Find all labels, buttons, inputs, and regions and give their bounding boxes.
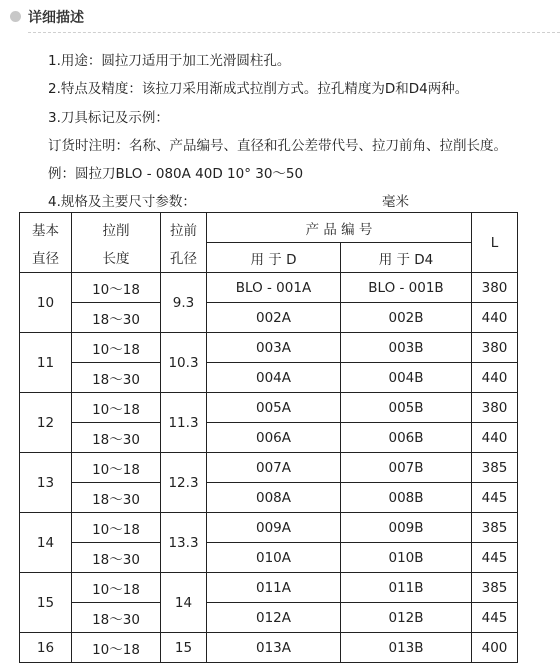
header-length-line1: 拉削 <box>102 222 130 239</box>
l-cell: 440 <box>472 423 518 453</box>
product-d-cell: 007A <box>207 453 341 483</box>
table-row <box>20 573 518 603</box>
length-cell: 10～18 <box>72 393 161 423</box>
header-diameter-line2: 直径 <box>32 250 59 267</box>
l-cell: 385 <box>472 513 518 543</box>
diameter-cell: 15 <box>20 573 72 633</box>
product-d-cell: 002A <box>207 303 341 333</box>
table-row <box>20 303 518 333</box>
pre-hole-cell: 9.3 <box>161 273 207 333</box>
length-cell: 18～30 <box>72 603 161 633</box>
pre-hole-cell: 10.3 <box>161 333 207 393</box>
product-d-cell: 005A <box>207 393 341 423</box>
product-d-cell: 011A <box>207 573 341 603</box>
header-product-no: 产 品 编 号 <box>207 213 472 243</box>
product-d-cell: 009A <box>207 513 341 543</box>
table-row <box>20 333 518 363</box>
diameter-cell: 16 <box>20 633 72 663</box>
spec-table <box>19 212 518 663</box>
length-cell: 18～30 <box>72 423 161 453</box>
diameter-cell: 11 <box>20 333 72 393</box>
l-cell: 380 <box>472 393 518 423</box>
length-cell: 18～30 <box>72 303 161 333</box>
product-d4-cell: 007B <box>341 453 472 483</box>
product-d4-cell: 010B <box>341 543 472 573</box>
l-cell: 445 <box>472 603 518 633</box>
product-d4-cell: 008B <box>341 483 472 513</box>
header-diameter-line1: 基本 <box>32 222 59 239</box>
l-cell: 380 <box>472 273 518 303</box>
dashed-divider <box>28 32 560 33</box>
header-for-d: 用 于 D <box>207 243 341 273</box>
l-cell: 445 <box>472 483 518 513</box>
l-cell: 445 <box>472 543 518 573</box>
diameter-cell: 13 <box>20 453 72 513</box>
table-row <box>20 543 518 573</box>
example-line: 例：圆拉刀BLO - 080A 40D 10° 30～50 <box>48 166 304 182</box>
table-row <box>20 633 518 663</box>
order-note-line: 订货时注明：名称、产品编号、直径和孔公差带代号、拉刀前角、拉削长度。 <box>48 138 507 154</box>
product-d-cell: 012A <box>207 603 341 633</box>
pre-hole-cell: 12.3 <box>161 453 207 513</box>
table-row <box>20 393 518 423</box>
section-header <box>0 0 560 34</box>
l-cell: 385 <box>472 573 518 603</box>
product-d-cell: 008A <box>207 483 341 513</box>
product-d4-cell: 013B <box>341 633 472 663</box>
product-d-cell: 006A <box>207 423 341 453</box>
spec-heading: 4.规格及主要尺寸参数： <box>48 194 196 210</box>
bullet-icon <box>10 11 21 22</box>
product-d-cell: 004A <box>207 363 341 393</box>
product-d-cell: 013A <box>207 633 341 663</box>
length-cell: 10～18 <box>72 273 161 303</box>
pre-hole-cell: 11.3 <box>161 393 207 453</box>
l-cell: 440 <box>472 303 518 333</box>
length-cell: 10～18 <box>72 573 161 603</box>
marking-heading: 3.刀具标记及示例： <box>48 110 169 126</box>
length-cell: 18～30 <box>72 363 161 393</box>
pre-hole-cell: 13.3 <box>161 513 207 573</box>
table-row <box>20 423 518 453</box>
header-prehole-line1: 拉前 <box>170 222 197 239</box>
header-pre-hole <box>161 213 207 273</box>
product-d4-cell: 003B <box>341 333 472 363</box>
unit-label: 毫米 <box>382 194 409 210</box>
table-row <box>20 603 518 633</box>
l-cell: 385 <box>472 453 518 483</box>
length-cell: 18～30 <box>72 543 161 573</box>
product-d4-cell: 006B <box>341 423 472 453</box>
header-for-d4: 用 于 D4 <box>341 243 472 273</box>
diameter-cell: 14 <box>20 513 72 573</box>
length-cell: 10～18 <box>72 453 161 483</box>
product-d-cell: 010A <box>207 543 341 573</box>
diameter-cell: 12 <box>20 393 72 453</box>
table-row <box>20 483 518 513</box>
features-line: 2.特点及精度：该拉刀采用渐成式拉削方式。拉孔精度为D和D4两种。 <box>48 81 469 97</box>
header-diameter <box>20 213 72 273</box>
product-d-cell: BLO - 001A <box>207 273 341 303</box>
table-row <box>20 273 518 303</box>
length-cell: 18～30 <box>72 483 161 513</box>
l-cell: 400 <box>472 633 518 663</box>
table-row <box>20 513 518 543</box>
product-d4-cell: 012B <box>341 603 472 633</box>
product-d4-cell: 009B <box>341 513 472 543</box>
table-row <box>20 363 518 393</box>
product-d4-cell: BLO - 001B <box>341 273 472 303</box>
header-row <box>20 213 518 243</box>
header-broach-length <box>72 213 161 273</box>
pre-hole-cell: 14 <box>161 573 207 633</box>
header-l: L <box>472 213 518 273</box>
usage-line: 1.用途：圆拉刀适用于加工光滑圆柱孔。 <box>48 53 291 69</box>
length-cell: 10～18 <box>72 633 161 663</box>
pre-hole-cell: 15 <box>161 633 207 663</box>
product-d4-cell: 005B <box>341 393 472 423</box>
section-title: 详细描述 <box>28 10 84 26</box>
l-cell: 380 <box>472 333 518 363</box>
product-d4-cell: 004B <box>341 363 472 393</box>
table-row <box>20 453 518 483</box>
product-d4-cell: 002B <box>341 303 472 333</box>
length-cell: 10～18 <box>72 513 161 543</box>
diameter-cell: 10 <box>20 273 72 333</box>
header-prehole-line2: 孔径 <box>170 250 197 267</box>
product-d4-cell: 011B <box>341 573 472 603</box>
product-d-cell: 003A <box>207 333 341 363</box>
length-cell: 10～18 <box>72 333 161 363</box>
header-length-line2: 长度 <box>102 250 130 267</box>
l-cell: 440 <box>472 363 518 393</box>
